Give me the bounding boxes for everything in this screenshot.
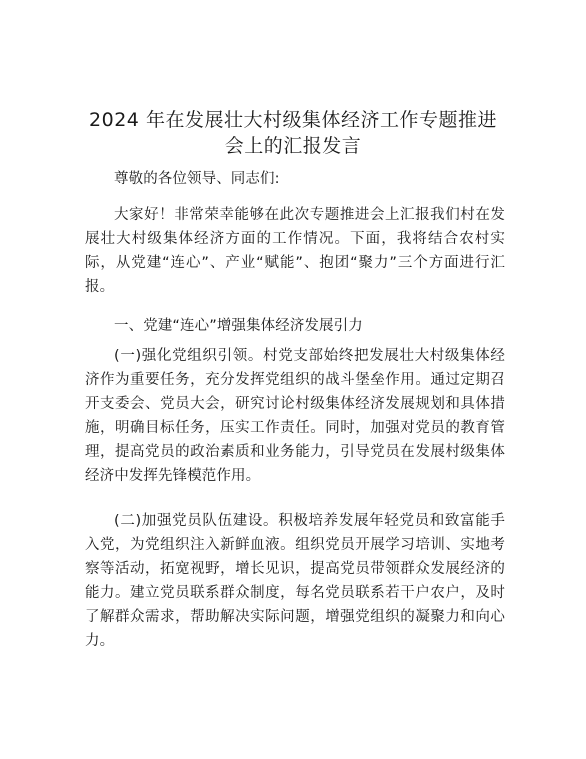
item-2-paragraph: (二)加强党员队伍建设。积极培养发展年轻党员和致富能手入党，为党组织注入新鲜血液。组织党员开展学习培训、实地考察等活动，拓宽视野，增长见识，提高党员带领群众发展经济的能力。建立党员联系群众制度，每名党员联系若干户农户，及时了解群众需求，帮助解决实际问题，增强党组织的凝聚力和向心力。 [85,513,505,649]
section-1-heading: 一、党建“连心”增强集体经济发展引力 [114,318,363,334]
document-title-line-2: 会上的汇报发言 [224,135,362,157]
document-title-line-1: 2024 年在发展壮大村级集体经济工作专题推进 [89,109,497,131]
greeting-paragraph: 尊敬的各位领导、同志们: [114,171,280,187]
item-1-paragraph: (一)强化党组织引领。村党支部始终把发展壮大村级集体经济作为重要任务，充分发挥党组织的战斗堡垒作用。通过定期召开支委会、党员大会，研究讨论村级集体经济发展规划和具体措施，明确目标任务，压实工作责任。同时，加强对党员的教育管理，提高党员的政治素质和业务能力，引导党员在发展村级集体经济中发挥先锋模范作用。 [85,348,505,484]
intro-paragraph: 大家好！非常荣幸能够在此次专题推进会上汇报我们村在发展壮大村级集体经济方面的工作情况。下面，我将结合农村实际，从党建“连心”、产业“赋能”、抱团“聚力”三个方面进行汇报。 [85,207,505,295]
